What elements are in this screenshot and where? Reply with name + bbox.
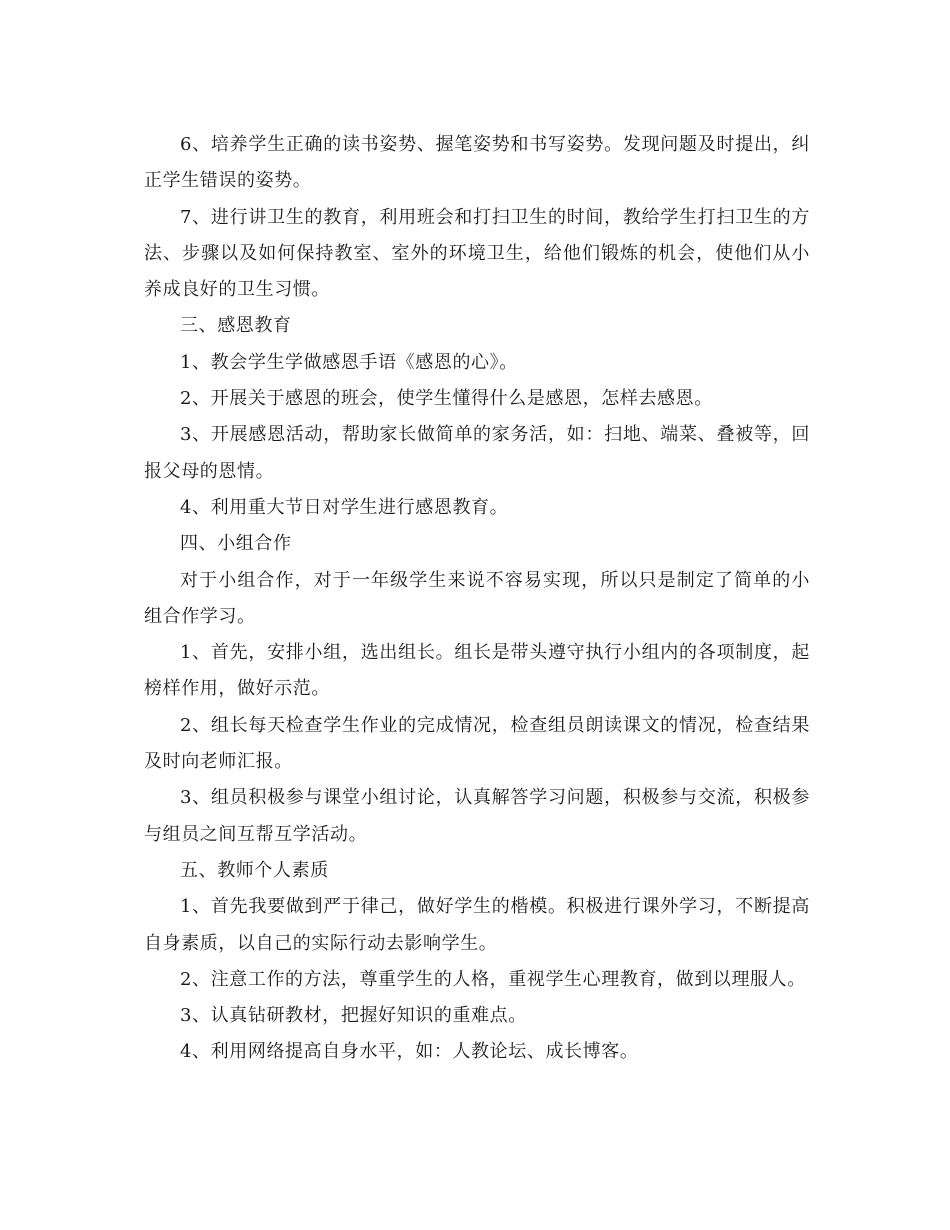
paragraph-group-1: 1、首先，安排小组，选出组长。组长是带头遵守执行小组内的各项制度，起榜样作用，做好示范。: [144, 642, 810, 700]
section-heading-gratitude: 三、感恩教育: [180, 315, 292, 337]
paragraph-hygiene: 7、进行讲卫生的教育，利用班会和打扫卫生的时间，教给学生打扫卫生的方法、步骤以及如何保持教室、室外的环境卫生，给他们锻炼的机会，使他们从小养成良好的卫生习惯。: [144, 206, 810, 301]
paragraph-posture: 6、培养学生正确的读书姿势、握笔姿势和书写姿势。发现问题及时提出，纠正学生错误的姿势。: [144, 134, 810, 192]
paragraph-teacher-2: 2、注意工作的方法，尊重学生的人格，重视学生心理教育，做到以理服人。: [180, 968, 806, 990]
paragraph-group-3: 3、组员积极参与课堂小组讨论，认真解答学习问题，积极参与交流，积极参与组员之间互帮互学活动。: [144, 787, 810, 845]
section-heading-teacher-quality: 五、教师个人素质: [180, 859, 329, 881]
paragraph-gratitude-4: 4、利用重大节日对学生进行感恩教育。: [180, 496, 509, 518]
paragraph-gratitude-1: 1、教会学生学做感恩手语《感恩的心》。: [180, 351, 518, 373]
paragraph-teacher-4: 4、利用网络提高自身水平，如：人教论坛、成长博客。: [180, 1041, 639, 1063]
paragraph-gratitude-3: 3、开展感恩活动，帮助家长做简单的家务活，如：扫地、端菜、叠被等，回报父母的恩情。: [144, 424, 810, 482]
paragraph-group-intro: 对于小组合作，对于一年级学生来说不容易实现，所以只是制定了简单的小组合作学习。: [144, 569, 810, 627]
paragraph-teacher-1: 1、首先我要做到严于律己，做好学生的楷模。积极进行课外学习，不断提高自身素质，以自己的实际行动去影响学生。: [144, 896, 810, 954]
paragraph-group-2: 2、组长每天检查学生作业的完成情况，检查组员朗读课文的情况，检查结果及时向老师汇报。: [144, 714, 810, 773]
document-body: [144, 127, 810, 1071]
section-heading-group-work: 四、小组合作: [180, 533, 292, 555]
paragraph-gratitude-2: 2、开展关于感恩的班会，使学生懂得什么是感恩，怎样去感恩。: [180, 388, 713, 410]
paragraph-teacher-3: 3、认真钻研教材，把握好知识的重难点。: [180, 1005, 527, 1027]
